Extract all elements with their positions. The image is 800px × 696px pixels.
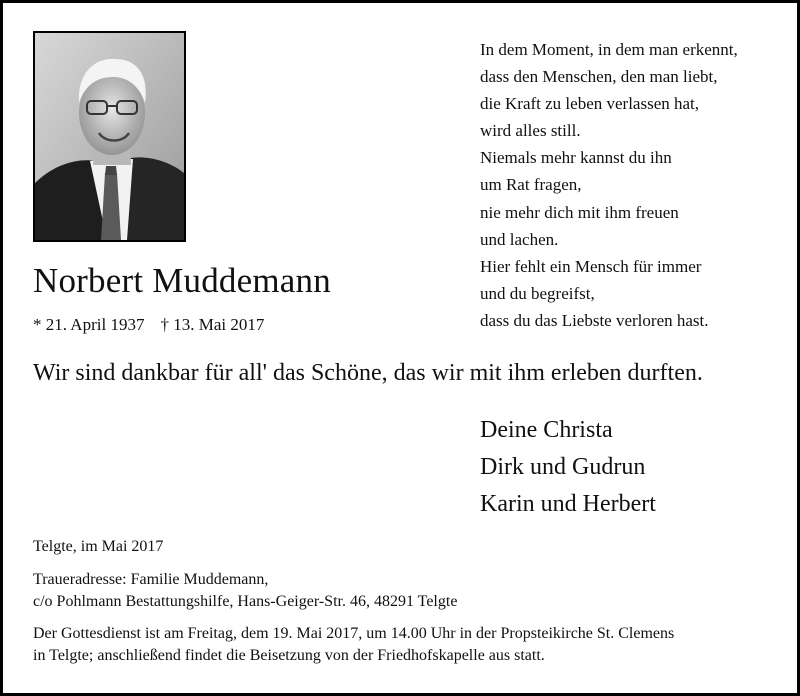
death-date: † 13. Mai 2017: [160, 315, 265, 334]
place-and-date: Telgte, im Mai 2017: [33, 538, 164, 555]
poem-line: und lachen.: [480, 229, 559, 249]
poem-line: nie mehr dich mit ihm freuen: [480, 202, 679, 222]
poem-line: dass du das Liebste verloren hast.: [480, 310, 709, 330]
poem-line: wird alles still.: [480, 121, 581, 141]
poem-line: Niemals mehr kannst du ihn: [480, 148, 672, 168]
signatories: [480, 412, 656, 523]
poem-line: die Kraft zu leben verlassen hat,: [480, 94, 700, 114]
signatory: Deine Christa: [480, 417, 613, 443]
poem-line: um Rat fragen,: [480, 175, 582, 195]
mourning-address: [33, 569, 457, 613]
portrait-image: [35, 33, 184, 240]
poem-line: und du begreifst,: [480, 283, 595, 303]
service-line: in Telgte; anschließend findet die Beisetzung von der Friedhofskapelle aus statt.: [33, 647, 545, 664]
deceased-name: Norbert Muddemann: [33, 261, 331, 300]
signatory: Karin und Herbert: [480, 491, 656, 517]
service-info: [33, 623, 674, 667]
poem-line: In dem Moment, in dem man erkennt,: [480, 40, 738, 59]
address-line: Traueradresse: Familie Muddemann,: [33, 571, 269, 588]
poem-line: Hier fehlt ein Mensch für immer: [480, 256, 702, 276]
address-line: c/o Pohlmann Bestattungshilfe, Hans-Geiger-Str. 46, 48291 Telgte: [33, 593, 458, 610]
poem-line: dass den Menschen, den man liebt,: [480, 67, 718, 87]
gratitude-statement: Wir sind dankbar für all' das Schöne, das wir mit ihm erleben durften.: [33, 360, 703, 386]
portrait-photo: [33, 31, 186, 242]
birth-date: * 21. April 1937: [33, 315, 145, 334]
life-dates: [33, 315, 264, 335]
signatory: Dirk und Gudrun: [480, 454, 646, 480]
service-line: Der Gottesdienst ist am Freitag, dem 19. Mai 2017, um 14.00 Uhr in der Propsteikirche St. Clemens: [33, 625, 675, 642]
poem: [480, 36, 738, 334]
